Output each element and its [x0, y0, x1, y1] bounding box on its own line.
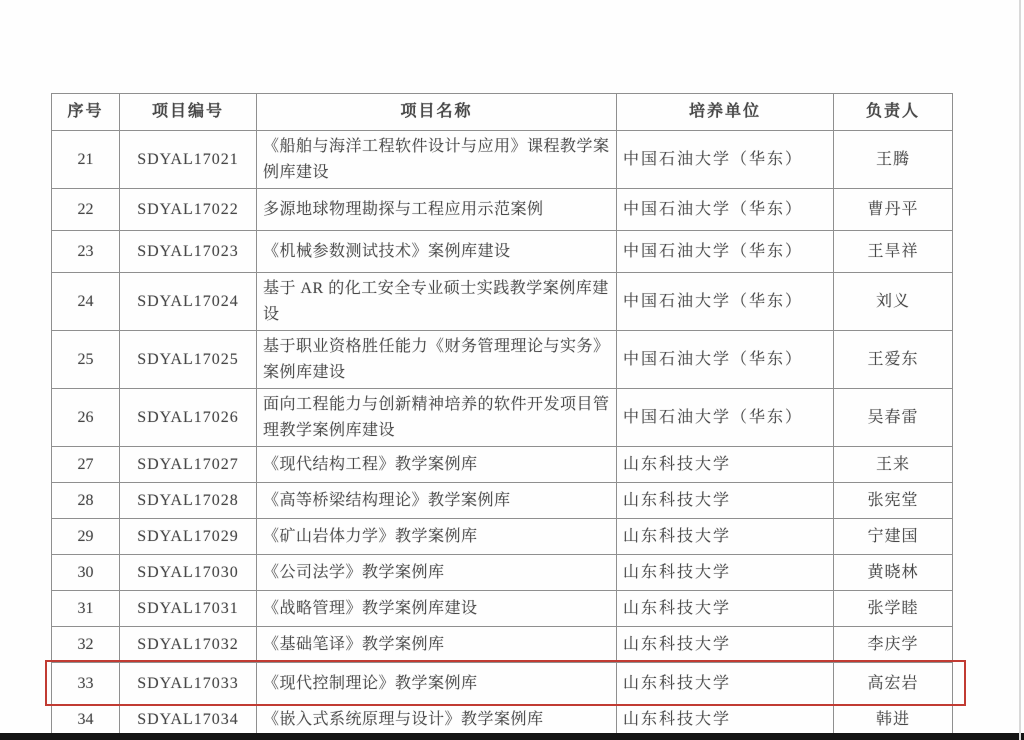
training-unit-cell: 中国石油大学（华东） — [617, 231, 834, 273]
project-code-cell: SDYAL17026 — [120, 389, 257, 447]
project-code-cell: SDYAL17023 — [120, 231, 257, 273]
training-unit-cell: 中国石油大学（华东） — [617, 131, 834, 189]
row-number-cell: 34 — [52, 705, 120, 736]
project-code-cell: SDYAL17033 — [120, 663, 257, 705]
table-row — [52, 389, 953, 447]
scan-right-edge — [1019, 0, 1021, 740]
project-name-cell: 多源地球物理勘探与工程应用示范案例 — [257, 189, 617, 231]
person-in-charge-cell: 王来 — [834, 447, 953, 483]
table-row — [52, 483, 953, 519]
training-unit-cell: 山东科技大学 — [617, 705, 834, 736]
project-name-cell: 《公司法学》教学案例库 — [257, 555, 617, 591]
training-unit-cell: 中国石油大学（华东） — [617, 273, 834, 331]
row-number-cell: 28 — [52, 483, 120, 519]
table-row — [52, 705, 953, 736]
person-in-charge-cell: 张学睦 — [834, 591, 953, 627]
project-name-cell: 《船舶与海洋工程软件设计与应用》课程教学案例库建设 — [257, 131, 617, 189]
header-cell-code: 项目编号 — [120, 94, 257, 131]
table-row — [52, 189, 953, 231]
row-number-cell: 22 — [52, 189, 120, 231]
person-in-charge-cell: 黄晓林 — [834, 555, 953, 591]
row-number-cell: 25 — [52, 331, 120, 389]
person-in-charge-cell: 曹丹平 — [834, 189, 953, 231]
project-name-cell: 基于 AR 的化工安全专业硕士实践教学案例库建设 — [257, 273, 617, 331]
person-in-charge-cell: 吴春雷 — [834, 389, 953, 447]
table-row — [52, 131, 953, 189]
project-code-cell: SDYAL17024 — [120, 273, 257, 331]
row-number-cell: 27 — [52, 447, 120, 483]
table-row — [52, 591, 953, 627]
project-table — [51, 93, 953, 736]
table-row — [52, 627, 953, 663]
project-code-cell: SDYAL17022 — [120, 189, 257, 231]
project-name-cell: 《嵌入式系统原理与设计》教学案例库 — [257, 705, 617, 736]
training-unit-cell: 山东科技大学 — [617, 663, 834, 705]
project-code-cell: SDYAL17028 — [120, 483, 257, 519]
header-cell-unit: 培养单位 — [617, 94, 834, 131]
row-number-cell: 23 — [52, 231, 120, 273]
header-cell-no: 序号 — [52, 94, 120, 131]
training-unit-cell: 山东科技大学 — [617, 483, 834, 519]
table-row — [52, 231, 953, 273]
table-row — [52, 447, 953, 483]
person-in-charge-cell: 宁建国 — [834, 519, 953, 555]
table-row — [52, 273, 953, 331]
person-in-charge-cell: 高宏岩 — [834, 663, 953, 705]
project-code-cell: SDYAL17030 — [120, 555, 257, 591]
row-number-cell: 21 — [52, 131, 120, 189]
project-name-cell: 《机械参数测试技术》案例库建设 — [257, 231, 617, 273]
training-unit-cell: 中国石油大学（华东） — [617, 389, 834, 447]
training-unit-cell: 山东科技大学 — [617, 519, 834, 555]
project-name-cell: 《战略管理》教学案例库建设 — [257, 591, 617, 627]
person-in-charge-cell: 王爱东 — [834, 331, 953, 389]
training-unit-cell: 山东科技大学 — [617, 627, 834, 663]
row-number-cell: 30 — [52, 555, 120, 591]
project-name-cell: 基于职业资格胜任能力《财务管理理论与实务》案例库建设 — [257, 331, 617, 389]
training-unit-cell: 中国石油大学（华东） — [617, 189, 834, 231]
row-number-cell: 31 — [52, 591, 120, 627]
project-name-cell: 《基础笔译》教学案例库 — [257, 627, 617, 663]
person-in-charge-cell: 李庆学 — [834, 627, 953, 663]
project-name-cell: 《矿山岩体力学》教学案例库 — [257, 519, 617, 555]
table-row — [52, 519, 953, 555]
table-row — [52, 555, 953, 591]
person-in-charge-cell: 王腾 — [834, 131, 953, 189]
row-number-cell: 32 — [52, 627, 120, 663]
scan-bottom-edge — [0, 733, 1024, 740]
training-unit-cell: 中国石油大学（华东） — [617, 331, 834, 389]
project-code-cell: SDYAL17032 — [120, 627, 257, 663]
row-number-cell: 29 — [52, 519, 120, 555]
header-cell-name: 项目名称 — [257, 94, 617, 131]
table-header-row — [52, 94, 953, 131]
project-name-cell: 面向工程能力与创新精神培养的软件开发项目管理教学案例库建设 — [257, 389, 617, 447]
row-number-cell: 24 — [52, 273, 120, 331]
project-code-cell: SDYAL17021 — [120, 131, 257, 189]
project-name-cell: 《现代控制理论》教学案例库 — [257, 663, 617, 705]
project-name-cell: 《高等桥梁结构理论》教学案例库 — [257, 483, 617, 519]
table-row — [52, 663, 953, 705]
person-in-charge-cell: 刘义 — [834, 273, 953, 331]
header-cell-leader: 负责人 — [834, 94, 953, 131]
row-number-cell: 33 — [52, 663, 120, 705]
training-unit-cell: 山东科技大学 — [617, 555, 834, 591]
row-number-cell: 26 — [52, 389, 120, 447]
project-code-cell: SDYAL17027 — [120, 447, 257, 483]
project-code-cell: SDYAL17034 — [120, 705, 257, 736]
project-code-cell: SDYAL17031 — [120, 591, 257, 627]
person-in-charge-cell: 张宪堂 — [834, 483, 953, 519]
training-unit-cell: 山东科技大学 — [617, 591, 834, 627]
table-row — [52, 331, 953, 389]
project-name-cell: 《现代结构工程》教学案例库 — [257, 447, 617, 483]
project-code-cell: SDYAL17029 — [120, 519, 257, 555]
training-unit-cell: 山东科技大学 — [617, 447, 834, 483]
person-in-charge-cell: 王旱祥 — [834, 231, 953, 273]
project-code-cell: SDYAL17025 — [120, 331, 257, 389]
person-in-charge-cell: 韩进 — [834, 705, 953, 736]
